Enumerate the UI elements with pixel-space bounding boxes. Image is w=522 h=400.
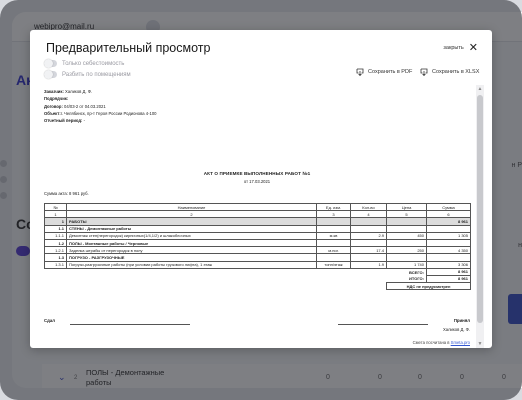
row-qty [351,218,387,225]
close-icon[interactable]: ✕ [468,42,478,54]
toggle-switch[interactable] [44,71,57,78]
column-number: 4 [351,211,387,218]
save-pdf-button[interactable] [356,68,412,76]
table-row [45,261,471,268]
signature-left-label: Сдал [44,318,55,323]
row-unit: тонн/этаж [317,261,351,268]
row-name: Заделка штрабы от перегородок в полу [67,247,317,254]
row-sum: 3 306 [427,261,471,268]
row-no: 1 [45,218,67,225]
table-row [45,239,471,246]
row-qty [351,225,387,232]
contract-label: Договор: [44,103,63,109]
row-sum [427,254,471,261]
table-header-row [45,204,471,211]
footer-link[interactable]: Smeta.pro [450,340,470,345]
column-number: 2 [67,211,317,218]
table-row [45,225,471,232]
total-value: 8 961 [427,268,471,275]
act-date: от 17.03.2021 [243,179,271,184]
row-sum [427,239,471,246]
row-price [387,239,427,246]
row-qty: 2.9 [351,232,387,239]
vat-row [45,283,471,290]
save-pdf-label: Сохранить в PDF [368,69,413,75]
document-preview[interactable] [38,85,484,348]
total-label: ИТОГО: [409,276,424,282]
toggle-label: Только себестоимость [62,60,125,67]
save-xlsx-button[interactable] [420,68,479,76]
row-no: 1.1 [45,225,67,232]
scroll-up-icon[interactable]: ▲ [477,86,483,92]
total-label: ВСЕГО: [409,269,424,275]
row-qty [351,239,387,246]
footer-prefix: Смета посчитана в [412,340,451,345]
row-price [387,225,427,232]
footer-note [413,340,470,345]
row-price: 1 740 [387,261,427,268]
column-header: № [45,204,67,211]
contractor-label: Подрядчик: [44,96,69,102]
row-name: РАБОТЫ [67,218,317,225]
vat-spacer [45,283,387,290]
row-sum [427,225,471,232]
table-row [45,232,471,239]
row-qty [351,254,387,261]
total-row [45,275,471,282]
column-header: Наименование [67,204,317,211]
row-sum: 8 961 [427,218,471,225]
column-header: Ед. изм. [317,204,351,211]
toggle-split-rooms[interactable] [44,71,131,78]
scroll-down-icon[interactable]: ▼ [477,341,483,347]
row-qty: 1.9 [351,261,387,268]
row-name: ПОГРУЗО - РАЗГРУЗОЧНЫЕ [67,254,317,261]
modal-title: Предварительный просмотр [46,41,211,55]
signature-right-name: Халиков Д. Ф. [442,327,470,332]
row-unit [317,218,351,225]
customer-label: Заказчик: [44,89,64,94]
signature-right-label: Принял [453,318,470,323]
column-number: 6 [427,211,471,218]
column-header: Кол-во [351,204,387,211]
row-price [387,218,427,225]
total-row [45,268,471,275]
act-title: АКТ О ПРИЕМКЕ ВЫПОЛНЕННЫХ РАБОТ №1 [203,171,311,176]
row-no: 1.3 [45,254,67,261]
column-number: 1 [45,211,67,218]
row-price: 250 [387,247,427,254]
row-unit [317,225,351,232]
preview-modal [30,30,492,348]
vat-note: НДС не предусмотрен [387,283,471,290]
total-value: 8 961 [427,275,471,282]
close-label: закрыть [443,45,464,51]
period-label: Отчетный период: [44,118,83,124]
row-name: Демонтаж стен(перегородок) кирпичных(1/4,1/2) и шлакоблочных [67,232,317,239]
row-no: 1.1.1 [45,232,67,239]
close-button[interactable] [443,43,478,53]
table-row [45,218,471,225]
document-meta [44,88,156,124]
download-icon [356,68,364,76]
scrollbar-thumb[interactable] [477,95,483,323]
act-table [44,203,471,290]
row-name: СТЕНЫ - Демонтажные работы [67,225,317,232]
row-unit [317,254,351,261]
table-row [45,254,471,261]
row-price: 450 [387,232,427,239]
download-icon [420,68,428,76]
row-sum: 4 350 [427,247,471,254]
row-qty: 17.4 [351,247,387,254]
object-value: г. Челябинск, пр-т Героя России Родионова 4-100 [60,110,157,116]
row-no: 1.2 [45,239,67,246]
column-header: Цена [387,204,427,211]
row-name: ПОЛЫ - Монтажные работы / Черновые [67,239,317,246]
contract-value: 04/03-2 от 04.03.2021 [64,103,106,109]
row-price [387,254,427,261]
row-name: Погрузо-разгрузочные работы (при условии работы грузового лифта), 1 этаж [67,261,317,268]
customer-value: Халиков Д. Ф. [65,89,93,94]
scrollbar[interactable] [476,85,484,348]
row-sum: 1 305 [427,232,471,239]
object-label: Объект: [44,110,61,116]
toggle-switch[interactable] [44,60,57,67]
row-unit: м.кв [317,232,351,239]
document-page [38,85,476,348]
signature-left-line [70,324,190,325]
act-sum: Сумма акта: 8 961 руб. [44,191,89,196]
column-header: Сумма [427,204,471,211]
toggle-label: Разбить по помещениям [62,71,131,78]
toggle-cost-only[interactable] [44,60,124,67]
table-header-num-row [45,211,471,218]
period-value: - [82,118,86,124]
row-no: 1.2.1 [45,247,67,254]
table-row [45,247,471,254]
row-no: 1.3.1 [45,261,67,268]
row-unit: м.пог. [317,247,351,254]
signature-right-line [338,324,428,325]
row-unit [317,239,351,246]
save-xlsx-label: Сохранить в XLSX [432,69,480,75]
column-number: 3 [317,211,351,218]
column-number: 5 [387,211,427,218]
